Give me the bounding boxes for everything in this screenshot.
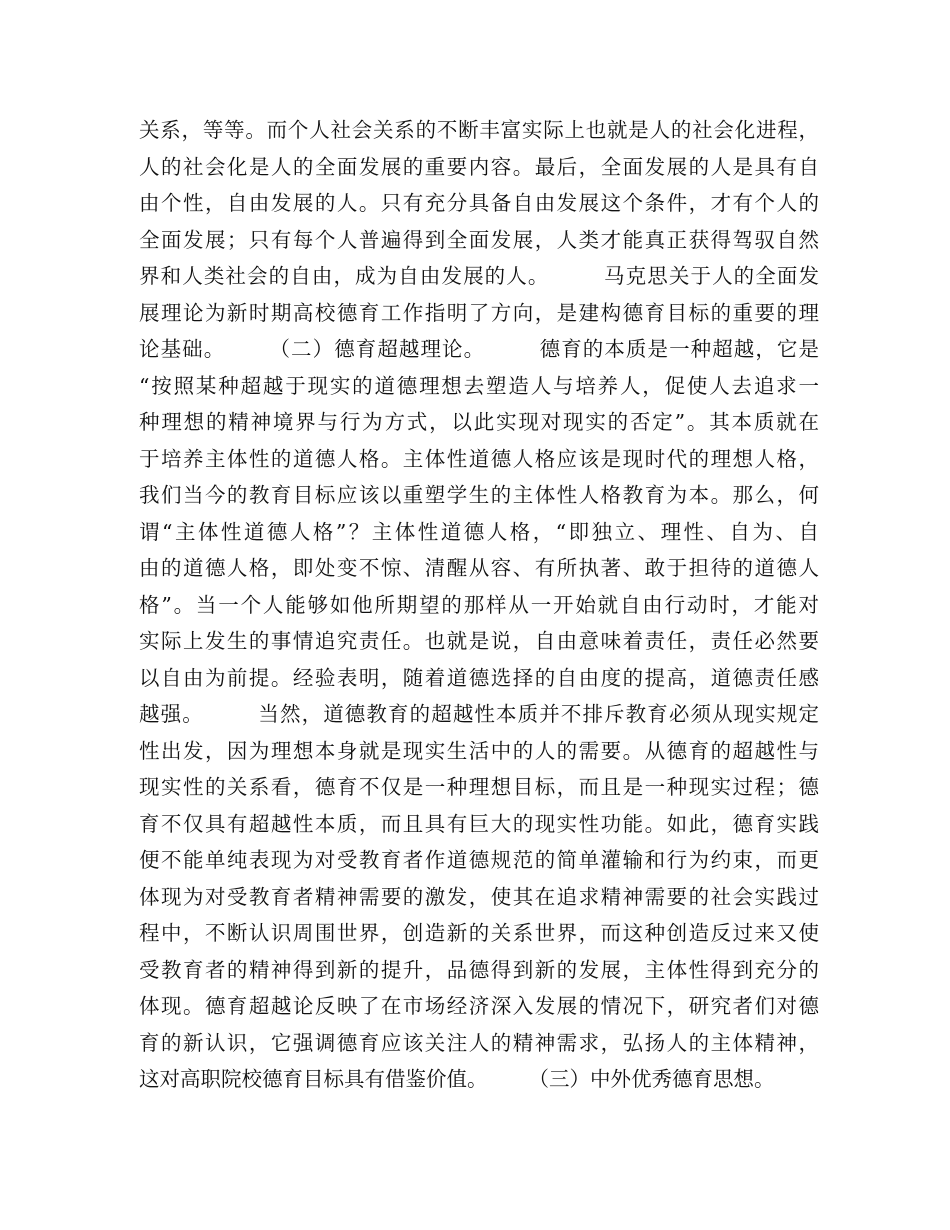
text-line-21: 便不能单纯表现为对受教育者作道德规范的简单灌输和行为约束，而更 <box>139 848 819 872</box>
text-line-22: 体现为对受教育者精神需要的激发，使其在追求精神需要的社会实践过 <box>139 884 819 909</box>
text-line-9: 种理想的精神境界与行为方式，以此实现对现实的否定”。其本质就在 <box>139 410 819 434</box>
text-line-7: 论基础。 （二）德育超越理论。 德育的本质是一种超越，它是 <box>139 337 819 361</box>
text-line-19: 现实性的关系看，德育不仅是一种理想目标，而且是一种现实过程；德 <box>139 775 819 799</box>
text-line-25: 体现。德育超越论反映了在市场经济深入发展的情况下，研究者们对德 <box>139 994 819 1018</box>
text-line-3: 由个性，自由发展的人。只有充分具备自由发展这个条件，才有个人的 <box>139 191 819 215</box>
text-line-10: 于培养主体性的道德人格。主体性道德人格应该是现时代的理想人格， <box>139 446 819 471</box>
text-line-20: 育不仅具有超越性本质，而且具有巨大的现实性功能。如此，德育实践 <box>139 811 819 836</box>
text-line-12: 谓“主体性道德人格”？主体性道德人格，“即独立、理性、自为、自 <box>139 519 819 544</box>
text-line-26: 育的新认识，它强调德育应该关注人的精神需求，弘扬人的主体精神， <box>139 1030 819 1055</box>
text-line-17: 越强。 当然，道德教育的超越性本质并不排斥教育必须从现实规定 <box>139 702 819 726</box>
text-line-15: 实际上发生的事情追究责任。也就是说，自由意味着责任，责任必然要 <box>139 629 819 653</box>
text-line-14: 格”。当一个人能够如他所期望的那样从一开始就自由行动时，才能对 <box>139 592 819 617</box>
text-line-11: 我们当今的教育目标应该以重塑学生的主体性人格教育为本。那么，何 <box>139 483 819 507</box>
text-line-4: 全面发展；只有每个人普遍得到全面发展，人类才能真正获得驾驭自然 <box>139 227 819 252</box>
text-line-27: 这对高职院校德育目标具有借鉴价值。 （三）中外优秀德育思想。 <box>139 1067 775 1091</box>
text-line-1: 关系，等等。而个人社会关系的不断丰富实际上也就是人的社会化进程， <box>139 118 819 142</box>
text-line-2: 人的社会化是人的全面发展的重要内容。最后，全面发展的人是具有自 <box>139 154 819 179</box>
text-line-23: 程中，不断认识周围世界，创造新的关系世界，而这种创造反过来又使 <box>139 921 819 945</box>
text-line-8: “按照某种超越于现实的道德理想去塑造人与培养人，促使人去追求一 <box>139 373 819 398</box>
text-line-16: 以自由为前提。经验表明，随着道德选择的自由度的提高，道德责任感 <box>139 665 819 690</box>
text-line-24: 受教育者的精神得到新的提升，品德得到新的发展，主体性得到充分的 <box>139 957 819 982</box>
body-text <box>139 112 819 1098</box>
text-line-13: 由的道德人格，即处变不惊、清醒从容、有所执著、敢于担待的道德人 <box>139 556 819 580</box>
text-line-18: 性出发，因为理想本身就是现实生活中的人的需要。从德育的超越性与 <box>139 738 819 763</box>
text-line-5: 界和人类社会的自由，成为自由发展的人。 马克思关于人的全面发 <box>139 264 819 288</box>
text-line-6: 展理论为新时期高校德育工作指明了方向，是建构德育目标的重要的理 <box>139 300 819 325</box>
